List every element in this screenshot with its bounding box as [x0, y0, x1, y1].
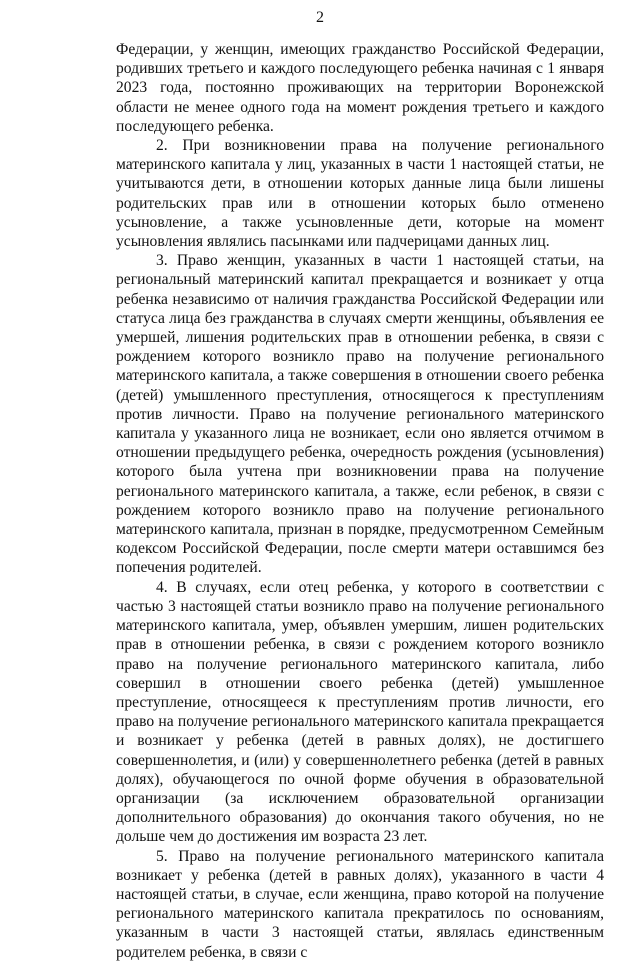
paragraph-continuation: Федерации, у женщин, имеющих гражданство Российской Федерации, родивших третьего и каждого последующего ребенка начиная с 1 января 2023 года, постоянно проживающих на территории Воронежской области не менее одного года на момент рождения третьего и каждого последующего ребенка. [116, 41, 604, 135]
paragraph-4: 4. В случаях, если отец ребенка, у которого в соответствии с частью 3 настоящей статьи возникло право на получение регионального материнского капитала, умер, объявлен умершим, лишен родительских прав в отношении ребенка, в связи с рождением которого возникло право на получение регионального материнского капитала, либо совершил в отношении своего ребенка (детей) умышленное преступление, относящееся к преступлениям против личности, его право на получение регионального материнского капитала прекращается и возникает у ребенка (детей в равных долях), не достигшего совершеннолетия, и (или) у совершеннолетнего ребенка (детей в равных долях), обучающегося по очной форме обучения в образовательной организации (за исключением образовательной организации дополнительного образования) до окончания такого обучения, но не дольше чем до достижения им возраста 23 лет. [116, 578, 604, 846]
page-number: 2 [316, 9, 324, 26]
document-body [116, 40, 604, 962]
paragraph-5: 5. Право на получение регионального материнского капитала возникает у ребенка (детей в равных долях), указанного в части 4 настоящей статьи, в случае, если женщина, право которой на получение регионального материнского капитала прекратилось по основаниям, указанным в части 3 настоящей статьи, являлась единственным родителем ребенка, в связи с [116, 847, 604, 961]
paragraph-3: 3. Право женщин, указанных в части 1 настоящей статьи, на региональный материнский капитал прекращается и возникает у отца ребенка независимо от наличия гражданства Российской Федерации или статуса лица без гражданства в случаях смерти женщины, объявления ее умершей, лишения родительских прав в отношении ребенка, в связи с рождением которого возникло право на получение регионального материнского капитала, а также совершения в отношении своего ребенка (детей) умышленного преступления, относящегося к преступлениям против личности. Право на получение регионального материнского капитала у указанного лица не возникает, если оно является отчимом в отношении предыдущего ребенка, очередность рождения (усыновления) которого была учтена при возникновении права на получение регионального материнского капитала, а также, если ребенок, в связи с рождением которого возникло право на получение регионального материнского капитала, признан в порядке, предусмотренном Семейным кодексом Российской Федерации, после смерти матери оставшимся без попечения родителей. [116, 252, 604, 577]
paragraph-2: 2. При возникновении права на получение регионального материнского капитала у лиц, указанных в части 1 настоящей статьи, не учитываются дети, в отношении которых данные лица были лишены родительских прав или в отношении которых было отменено усыновление, а также усыновленные дети, которые на момент усыновления являлись пасынками или падчерицами данных лиц. [116, 137, 604, 251]
